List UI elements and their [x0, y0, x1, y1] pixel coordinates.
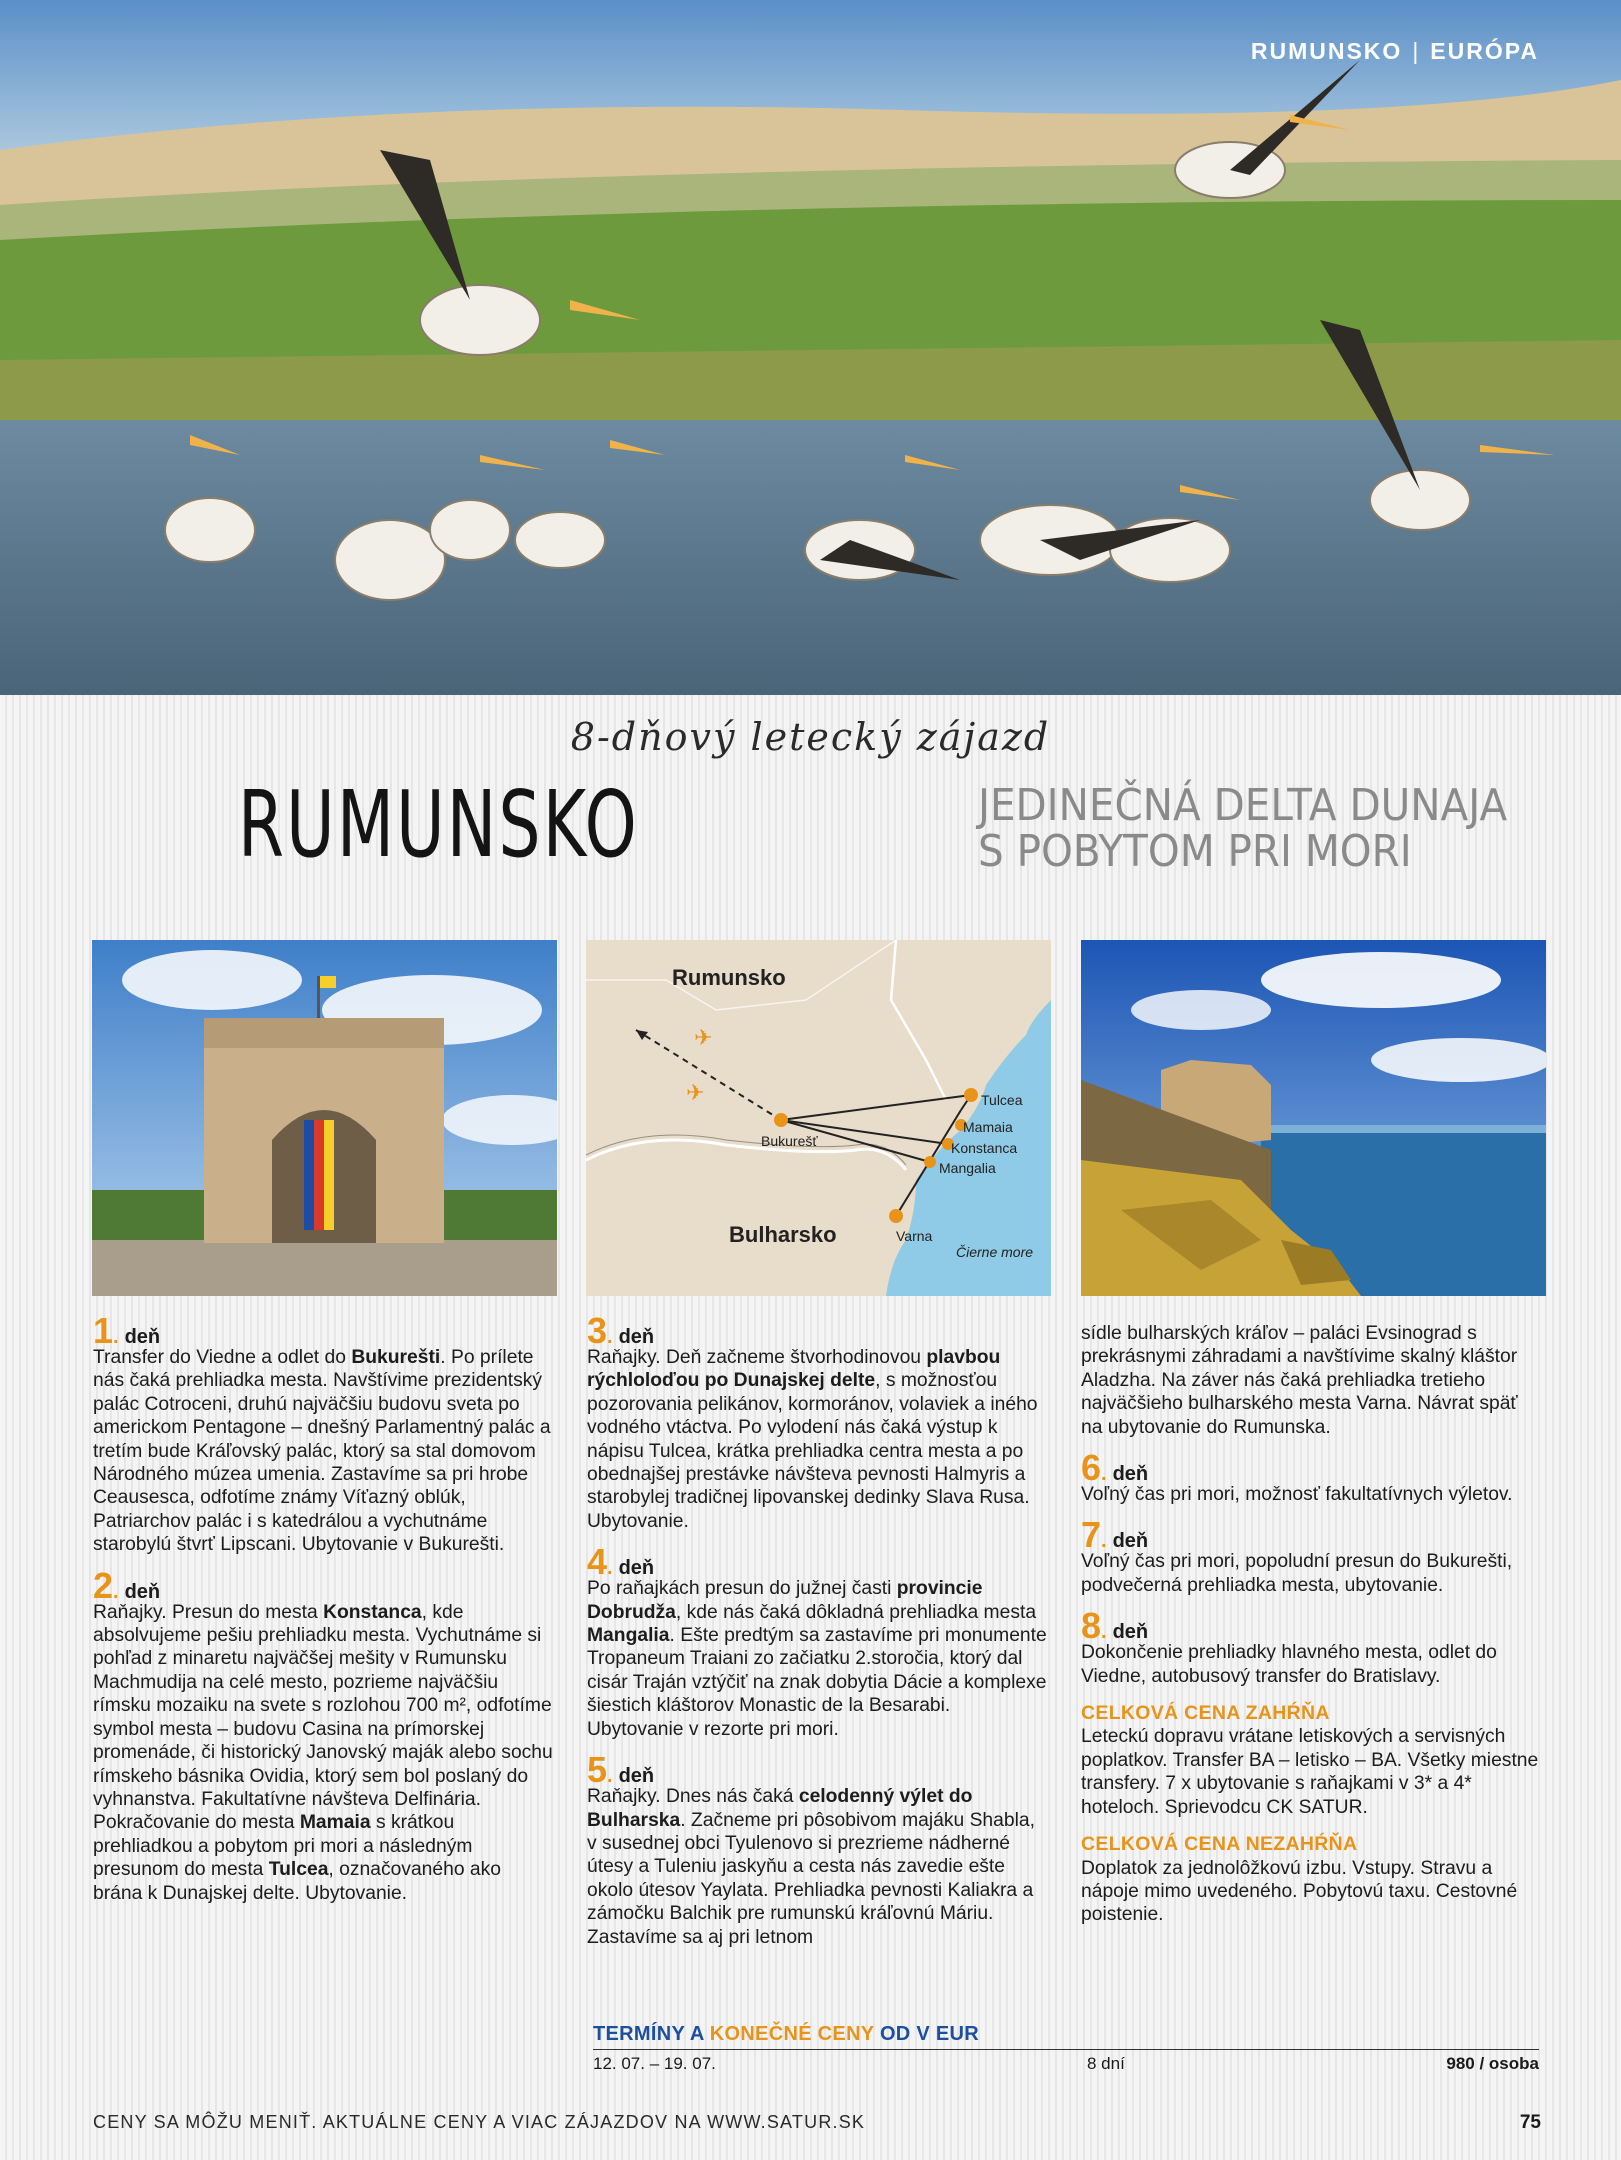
term-price: 980 / osoba — [1446, 2054, 1539, 2073]
hero-photo-pelicans — [0, 0, 1621, 695]
itinerary-column-1 — [93, 1310, 553, 1919]
photo-constanta-casino — [1081, 940, 1546, 1296]
day-label: deň — [1112, 1463, 1149, 1486]
tour-title: RUMUNSKO — [238, 771, 639, 878]
day-label: deň — [124, 1326, 161, 1348]
itinerary-column-3 — [1081, 1322, 1541, 1927]
tagline-line-2: S POBYTOM PRI MORI — [978, 826, 1412, 877]
day-number: 6 — [1081, 1447, 1102, 1489]
day-label: deň — [618, 1557, 655, 1580]
day-label: deň — [1112, 1530, 1149, 1553]
day-label: deň — [618, 1326, 655, 1348]
photo-triumphal-arch — [92, 940, 557, 1296]
day-number: 2 — [93, 1564, 114, 1606]
day-number: 8 — [1081, 1605, 1102, 1647]
day-label: deň — [1112, 1621, 1149, 1644]
region-continent: EURÓPA — [1430, 38, 1539, 64]
map-city-mangalia: Mangalia — [939, 1160, 996, 1176]
day-label: deň — [618, 1765, 655, 1788]
day-number: 1 — [93, 1310, 114, 1351]
day-8-text: Dokončenie prehliadky hlavného mesta, odlet do Viedne, autobusový transfer do Bratislavy. — [1081, 1642, 1497, 1687]
day-1-heading: 1 . deň — [93, 1310, 161, 1351]
price-includes-heading: CELKOVÁ CENA ZAHŔŇA — [1081, 1702, 1330, 1725]
day-5 — [587, 1749, 1047, 1949]
day-number: 3 — [587, 1310, 608, 1351]
day-number: 5 — [587, 1749, 608, 1791]
day-3-heading: 3 . deň — [587, 1310, 655, 1351]
day-7-text: Voľný čas pri mori, popoludní presun do Bukurešti, podvečerná prehliadka mesta, ubytovanie. — [1081, 1551, 1513, 1596]
map-label-sea: Čierne more — [956, 1244, 1034, 1260]
price-excludes-heading: CELKOVÁ CENA NEZAHŔŇA — [1081, 1833, 1358, 1856]
day-3 — [587, 1310, 1047, 1533]
title-row — [238, 771, 1553, 878]
day-4 — [587, 1541, 1047, 1741]
tour-subtitle: 8-dňový letecký zájazd — [570, 715, 1051, 759]
svg-text:✈: ✈ — [694, 1025, 713, 1050]
map-city-mamaia: Mamaia — [963, 1119, 1013, 1135]
table-row — [593, 2050, 1539, 2074]
route-map — [586, 940, 1051, 1296]
region-label: RUMUNSKO | EURÓPA — [1250, 38, 1539, 64]
day-4-text: Po raňajkách presun do južnej časti provincie Dobrudža, kde nás čaká dôkladná prehliadka mesta Mangalia. Ešte predtým sa zastavíme pri monumente Tropaneum Traiani zo začiatku 2.storočia, ktorý dal cisár Traján vztýčiť na znak dobytia Dácie a komplexe šiestich kláštorov Monastic de la Besarabi. Ubytovanie v rezorte pri mori. — [587, 1578, 1047, 1740]
term-duration: 8 dní — [1087, 2054, 1125, 2073]
day-number: 4 — [587, 1541, 608, 1583]
day-4-heading: 4 . deň — [587, 1541, 655, 1583]
price-excludes-text: Doplatok za jednolôžkovú izbu. Vstupy. Stravu a nápoje mimo uvedeného. Pobytovú taxu. Cestovné poistenie. — [1081, 1857, 1518, 1926]
day-5-text-continued: sídle bulharských kráľov – paláci Evsinograd s prekrásnymi záhradami a navštívime skalný kláštor Aladzha. Na záver nás čaká prehliadka tretieho najväčšieho bulharského mesta Varna. Návrat späť na ubytovanie do Rumunska. — [1081, 1323, 1518, 1438]
day-6 — [1081, 1447, 1541, 1506]
day-number: 7 — [1081, 1514, 1102, 1556]
page-number: 75 — [1519, 2112, 1541, 2133]
day-7-heading: 7 . deň — [1081, 1514, 1149, 1556]
tour-tagline — [978, 780, 1508, 877]
day-5-continued — [1081, 1322, 1541, 1439]
map-label-bulharsko: Bulharsko — [729, 1222, 837, 1247]
day-1 — [93, 1310, 553, 1557]
dates-table-title: TERMÍNY A KONEČNÉ CENY OD V EUR — [593, 2023, 1539, 2050]
tagline-line-1: JEDINEČNÁ DELTA DUNAJA — [978, 780, 1508, 831]
map-city-konstanca: Konstanca — [951, 1140, 1018, 1156]
map-city-bukurest: Bukurešť — [761, 1133, 818, 1149]
region-country: RUMUNSKO — [1250, 38, 1403, 64]
day-8 — [1081, 1605, 1541, 1688]
svg-text:✈: ✈ — [686, 1080, 705, 1105]
day-5-text: Raňajky. Dnes nás čaká celodenný výlet do Bulharska. Začneme pri pôsobivom majáku Shabla, v susednej obci Tyulenovo si prezrieme nádherné útesy a Tuleniu jaskyňu a cesta nás zavedie ešte okolo útesov Yaylata. Prehliadka pevnosti Kaliakra a zámočku Balchik pre rumunskú kráľovnú Máriu. Zastavíme sa aj pri letnom — [587, 1786, 1035, 1948]
map-city-tulcea: Tulcea — [981, 1092, 1023, 1108]
day-6-text: Voľný čas pri mori, možnosť fakultatívnych výletov. — [1081, 1484, 1513, 1506]
day-2-heading: 2 . deň — [93, 1564, 161, 1606]
map-label-rumunsko: Rumunsko — [672, 965, 786, 990]
day-8-heading: 8 . deň — [1081, 1605, 1149, 1647]
day-5-heading: 5 . deň — [587, 1749, 655, 1791]
dates-prices-table — [593, 2023, 1539, 2074]
footer-note: CENY SA MÔŽU MENIŤ. AKTUÁLNE CENY A VIAC ZÁJAZDOV NA WWW.SATUR.SK — [93, 2112, 866, 2132]
itinerary-column-2 — [587, 1310, 1047, 1963]
price-includes-text: Leteckú dopravu vrátane letiskových a servisných poplatkov. Transfer BA – letisko – BA. Všetky miestne transfery. 7 x ubytovanie s raňajkami v 3* a 4* hoteloch. Sprievodcu CK SATUR. — [1081, 1726, 1539, 1818]
term-dates: 12. 07. – 19. 07. — [593, 2054, 716, 2073]
day-1-text: Transfer do Viedne a odlet do Bukurešti. Po prílete nás čaká prehliadka mesta. Navštívime prezidentský palác Cotroceni, druhú najväčšiu budovu sveta po americkom Pentagone – dnešný Parlamentný palác a tretím bude Kráľovský palác, ktorý sa stal domovom Národného múzea umenia. Zastavíme sa pri hrobe Ceausesca, odfotíme známy Víťazný oblúk, Patriarchov palác i s katedrálou a vychutnáme starobylú štvrť Lipscani. Ubytovanie v Bukurešti. — [93, 1347, 551, 1556]
day-label: deň — [124, 1580, 161, 1603]
day-2 — [93, 1564, 553, 1905]
day-2-text: Raňajky. Presun do mesta Konstanca, kde absolvujeme pešiu prehliadku mesta. Vychutnáme si pohľad z minaretu najväčšej mešity v Rumunsku Machmudija na celé mesto, pozrieme najväčšiu rímsku mozaiku na svete s rozlohou 700 m², odfotíme symbol mesta – budovu Casina na prímorskej promenáde, či historický Janovský maják alebo sochu rímskeho básnika Ovidia, ktorý sem bol poslaný do vyhnanstva. Fakultatívne návšteva Delfinária. Pokračovanie do mesta Mamaia s krátkou prehliadkou a pobytom pri mori a následným presunom do mesta Tulcea, označovaného ako brána k Dunajskej delte. Ubytovanie. — [93, 1601, 553, 1904]
day-7 — [1081, 1514, 1541, 1597]
day-3-text: Raňajky. Deň začneme štvorhodinovou plavbou rýchloloďou po Dunajskej delte, s možnosťou pozorovania pelikánov, kormoránov, volaviek a iného vodného vtáctva. Po vylodení nás čaká výstup k nápisu Tulcea, krátka prehliadka centra mesta a po obednajšej prestávke návšteva pevnosti Halmyris a starobylej tradičnej lipovanskej dedinky Slava Rusa. Ubytovanie. — [587, 1347, 1038, 1532]
map-city-varna: Varna — [896, 1228, 933, 1244]
day-6-heading: 6 . deň — [1081, 1447, 1149, 1489]
